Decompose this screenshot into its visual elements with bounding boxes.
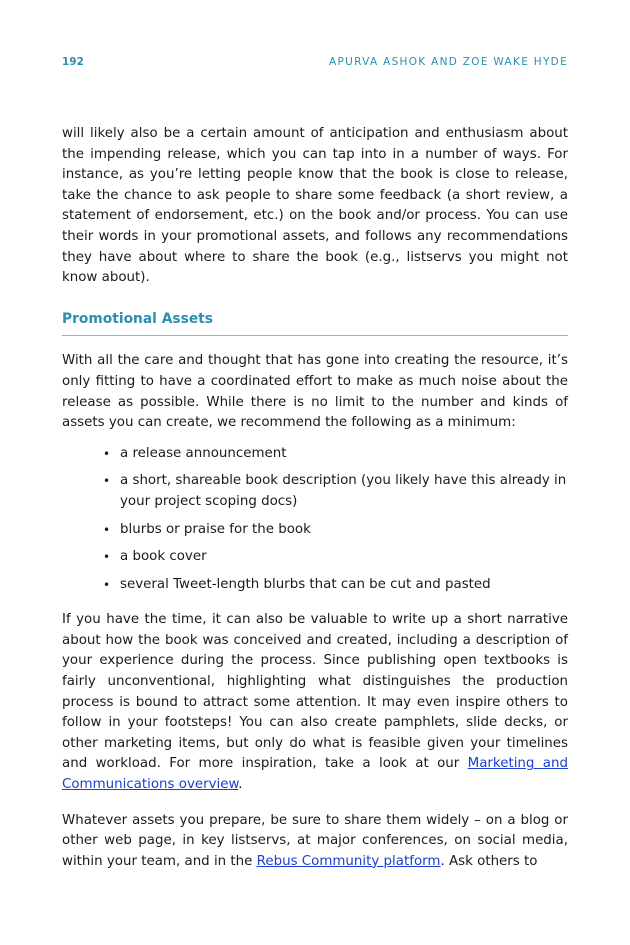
marketing-overview-link[interactable]: Marketing and Communications overview [62, 756, 568, 793]
bullet-icon: • [103, 446, 111, 461]
paragraph-share: Whatever assets you prepare, be sure to share them widely – on a blog or other web page, in key listservs, at major conferences, on social media, within your team, and in the Rebus Community platform. Ask others to [62, 812, 568, 869]
page-header [62, 56, 568, 68]
list-item: • a short, shareable book description (you likely have this already in your project scoping docs) [103, 473, 567, 509]
paragraph-narrative: If you have the time, it can also be valuable to write up a short narrative about how the book was conceived and created, including a description of your experience during the process. Since publishing open textbooks is fairly unconventional, highlighting what distinguishes the production process is bound to attract some attention. It may even inspire others to follow in your footsteps! You can also create pamphlets, slide decks, or other marketing items, but only do what is feasible given your timelines and workload. For more inspiration, take a look at our Marketing and Communications overview. [62, 612, 568, 793]
bullet-icon: • [103, 577, 111, 592]
list-item: • a release announcement [120, 444, 568, 465]
page-content [62, 124, 568, 872]
running-head: APURVA ASHOK AND ZOE WAKE HYDE [329, 56, 568, 68]
list-item: • blurbs or praise for the book [120, 520, 568, 541]
page-number: 192 [62, 56, 84, 68]
section-heading: Promotional Assets [62, 309, 568, 337]
bullet-icon: • [103, 550, 111, 565]
rebus-community-link[interactable]: Rebus Community platform [256, 853, 441, 869]
asset-list [62, 444, 568, 596]
list-item: • a book cover [120, 547, 568, 568]
paragraph-intro: With all the care and thought that has gone into creating the resource, it’s only fitting to have a coordinated effort to make as much noise about the release as possible. While there is no limit to the number and kinds of assets you can create, we recommend the following as a minimum: [62, 353, 568, 431]
bullet-icon: • [103, 474, 111, 489]
bullet-icon: • [103, 522, 111, 537]
list-item: • several Tweet-length blurbs that can be cut and pasted [120, 575, 568, 596]
paragraph-continuation: will likely also be a certain amount of anticipation and enthusiasm about the impending release, which you can tap into in a number of ways. For instance, as you’re letting people know that the book is close to release, take the chance to ask people to share some feedback (a short review, a statement of endorsement, etc.) on the book and/or process. You can use their words in your promotional assets, and follows any recommendations they have about where to share the book (e.g., listservs you might not know about). [62, 126, 568, 286]
